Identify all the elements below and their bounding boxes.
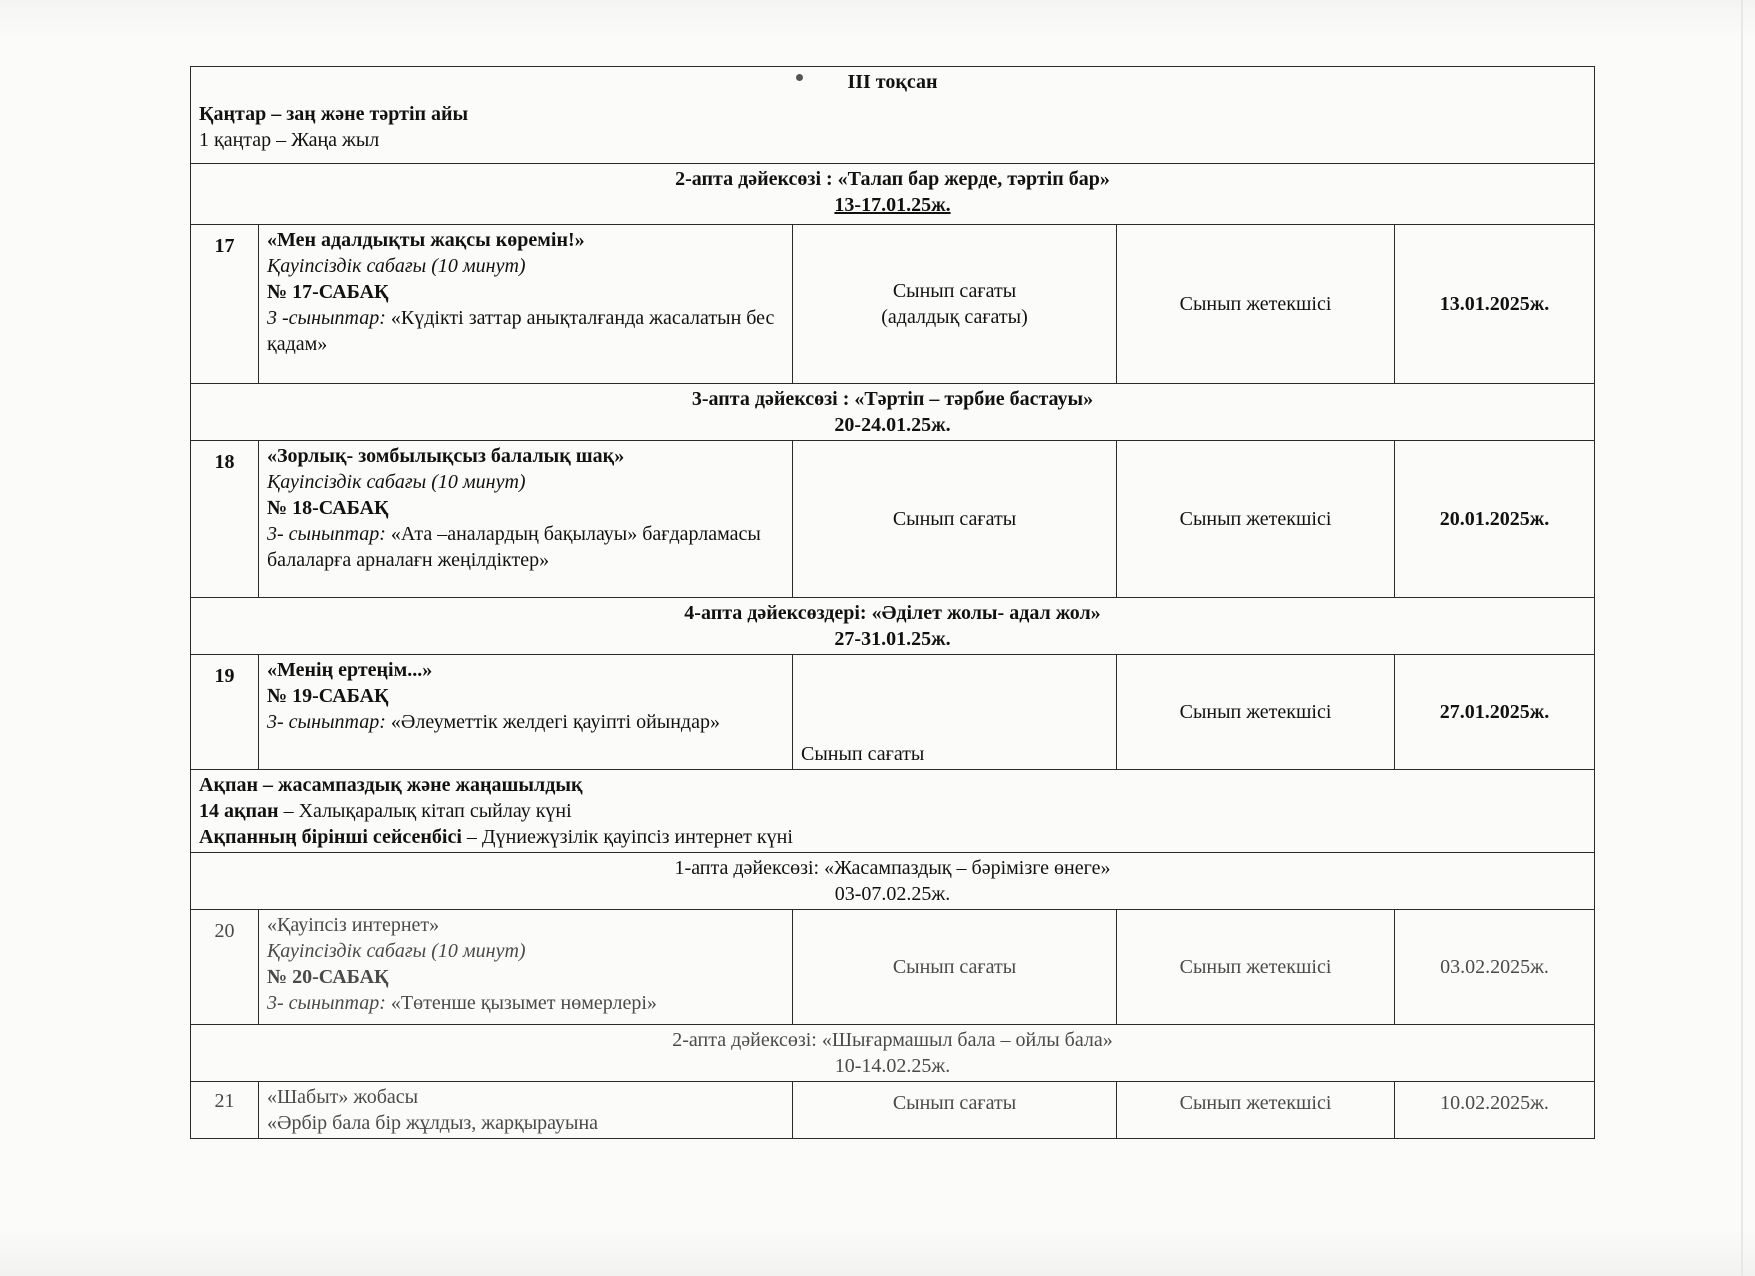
holiday-name: – Дүниежүзілік қауіпсіз интернет күні <box>461 826 793 848</box>
week-motto: 2-апта дәйексөзі : «Талап бар жерде, тәртіп бар» <box>675 168 1110 190</box>
lesson-date: 27.01.2025ж. <box>1395 655 1595 770</box>
lesson-title: «Менің ертеңім...» <box>267 659 433 681</box>
lesson-title: «Мен адалдықты жақсы көремін!» <box>267 229 585 251</box>
lesson-number: 19 <box>191 655 259 770</box>
february-header-row <box>191 770 1595 853</box>
lesson-number: 21 <box>191 1082 259 1139</box>
scan-edge <box>1741 0 1743 1276</box>
february-holiday-2 <box>199 824 1586 850</box>
january-holiday: 1 қаңтар – Жаңа жыл <box>199 129 380 151</box>
grade-label: 3- сыныптар: <box>267 992 386 1014</box>
february-month-title: Ақпан – жасампаздық және жаңашылдық <box>199 774 583 796</box>
grade-topic <box>267 990 784 1016</box>
week-dates: 20-24.01.25ж. <box>834 414 951 436</box>
lesson-form: Сынып сағаты <box>892 280 1017 302</box>
grade-topic-text: «Күдікті заттар анықталғанда жасалатын бес қадам» <box>267 307 775 355</box>
lesson-number: 20 <box>191 910 259 1025</box>
week-dates: 10-14.02.25ж. <box>834 1055 951 1077</box>
week-motto-row <box>191 164 1595 225</box>
lesson-title: «Зорлық- зомбылықсыз балалық шақ» <box>267 445 625 467</box>
lesson-date: 20.01.2025ж. <box>1395 441 1595 598</box>
lesson-row-18 <box>191 441 1595 598</box>
week-dates: 03-07.02.25ж. <box>834 883 951 905</box>
plan-table <box>190 66 1595 1139</box>
lesson-row-20 <box>191 910 1595 1025</box>
lesson-date: 03.02.2025ж. <box>1395 910 1595 1025</box>
week-motto-row <box>191 1025 1595 1082</box>
grade-topic-text: «Ата –аналардың бақылауы» бағдарламасы балаларға арналағн жеңілдіктер» <box>267 523 761 571</box>
lesson-code: № 19-САБАҚ <box>267 685 389 707</box>
week-motto: 2-апта дәйексөзі: «Шығармашыл бала – ойлы бала» <box>672 1029 1113 1051</box>
lesson-number: 18 <box>191 441 259 598</box>
responsible-person: Сынып жетекшісі <box>1117 225 1395 384</box>
week-motto: 3-апта дәйексөзі : «Тәртіп – тәрбие бастауы» <box>691 388 1094 410</box>
lesson-form: Сынып сағаты <box>793 441 1117 598</box>
february-holiday-1 <box>199 798 1586 824</box>
week-dates: 13-17.01.25ж. <box>834 194 951 216</box>
quarter-header-row <box>191 67 1595 164</box>
responsible-person: Сынып жетекшісі <box>1117 655 1395 770</box>
lesson-code: № 18-САБАҚ <box>267 497 389 519</box>
lesson-subtitle: «Әрбір бала бір жұлдыз, жарқырауына <box>267 1112 599 1134</box>
grade-topic <box>267 521 784 573</box>
responsible-person: Сынып жетекшісі <box>1117 441 1395 598</box>
lesson-form: Сынып сағаты <box>793 655 1117 770</box>
lesson-form: Сынып сағаты <box>793 1082 1117 1139</box>
lesson-number: 17 <box>191 225 259 384</box>
safety-lesson: Қауіпсіздік сабағы (10 минут) <box>267 255 526 277</box>
holiday-date: 14 ақпан <box>199 800 279 822</box>
week-motto-row <box>191 384 1595 441</box>
lesson-date: 13.01.2025ж. <box>1395 225 1595 384</box>
lesson-code: № 20-САБАҚ <box>267 966 389 988</box>
grade-topic <box>267 305 784 357</box>
safety-lesson: Қауіпсіздік сабағы (10 минут) <box>267 940 526 962</box>
grade-label: 3 -сыныптар: <box>267 307 386 329</box>
quarter-title: III тоқсан <box>847 71 938 93</box>
grade-topic-text: «Әлеуметтік желдегі қауіпті ойындар» <box>385 711 720 733</box>
lesson-title: «Шабыт» жобасы <box>267 1086 419 1108</box>
january-month-title: Қаңтар – заң және тәртіп айы <box>199 103 469 125</box>
grade-topic <box>267 709 784 735</box>
week-motto: 4-апта дәйексөздері: «Әділет жолы- адал жол» <box>684 602 1101 624</box>
week-motto: 1-апта дәйексөзі: «Жасампаздық – бәрімізге өнеге» <box>674 857 1111 879</box>
week-dates: 27-31.01.25ж. <box>834 628 951 650</box>
lesson-row-17 <box>191 225 1595 384</box>
grade-topic-text: «Төтенше қызымет нөмерлері» <box>385 992 657 1014</box>
week-motto-row <box>191 598 1595 655</box>
responsible-person: Сынып жетекшісі <box>1117 910 1395 1025</box>
lesson-form-detail: (адалдық сағаты) <box>881 306 1028 328</box>
responsible-person: Сынып жетекшісі <box>1117 1082 1395 1139</box>
lesson-title: «Қауіпсіз интернет» <box>267 914 440 936</box>
lesson-date: 10.02.2025ж. <box>1395 1082 1595 1139</box>
grade-label: 3- сыныптар: <box>267 711 386 733</box>
holiday-date: Ақпанның бірінші сейсенбісі <box>199 826 462 848</box>
lesson-code: № 17-САБАҚ <box>267 281 389 303</box>
lesson-form: Сынып сағаты <box>793 910 1117 1025</box>
grade-label: 3- сыныптар: <box>267 523 386 545</box>
lesson-row-21 <box>191 1082 1595 1139</box>
safety-lesson: Қауіпсіздік сабағы (10 минут) <box>267 471 526 493</box>
week-motto-row <box>191 853 1595 910</box>
holiday-name: – Халықаралық кітап сыйлау күні <box>278 800 572 822</box>
lesson-row-19 <box>191 655 1595 770</box>
